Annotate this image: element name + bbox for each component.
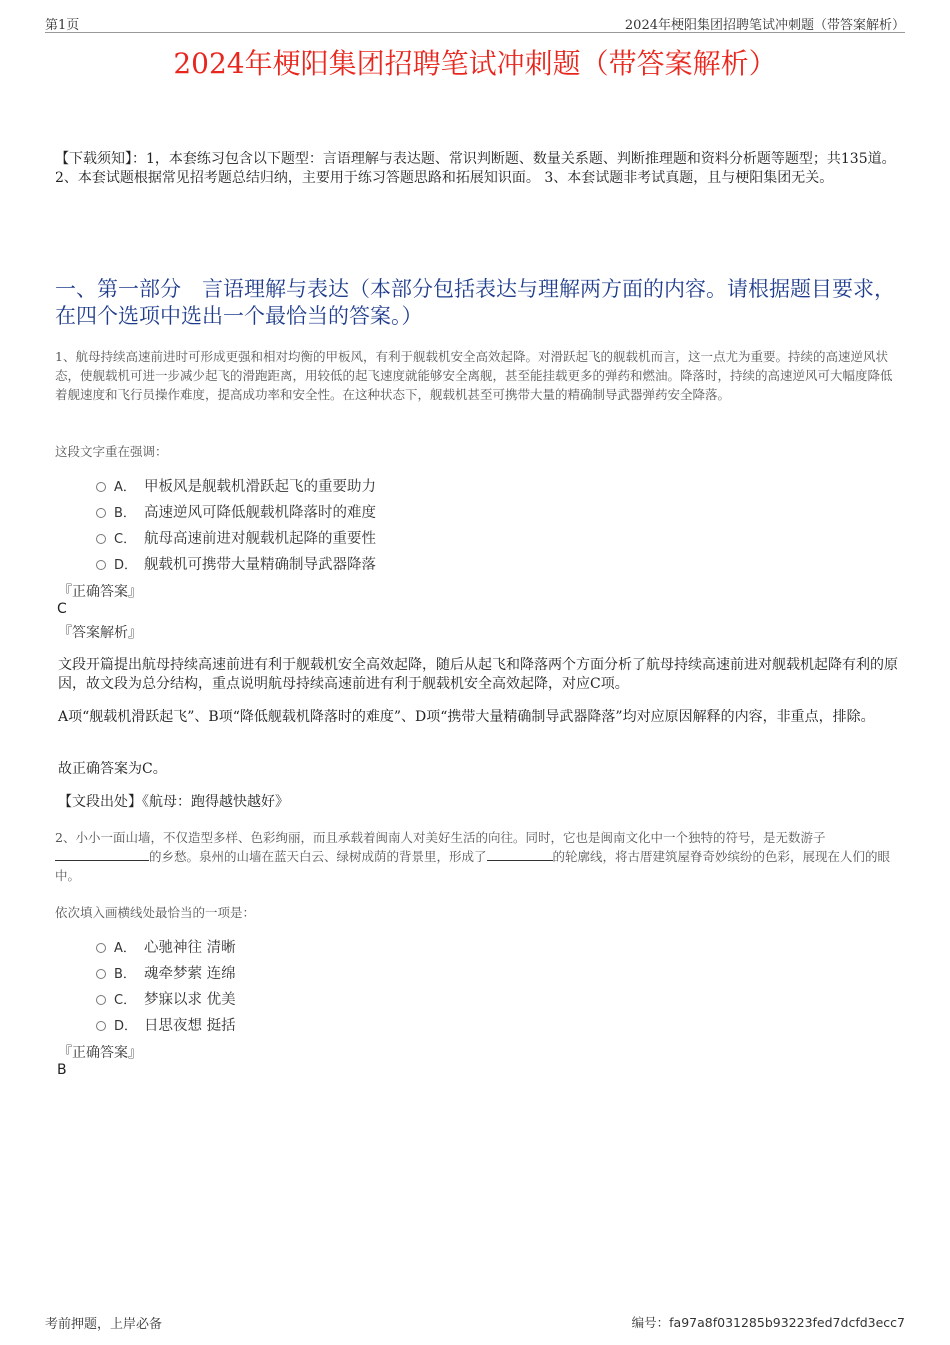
download-notice: 【下载须知】：1，本套练习包含以下题型：言语理解与表达题、常识判断题、数量关系题、判断推理题和资料分析题等题型；共135道。 2、本套试题根据常见招考题总结归纳，主要用于练习答题思路和拓展知识面。 3、本套试题非考试真题，且与梗阳集团无关。 (55, 151, 896, 186)
q1-analysis-paragraph: 故正确答案为C。 (58, 761, 167, 777)
q2-option-c[interactable]: C． 梦寐以求 优美 (96, 988, 236, 1008)
footer-slogan: 考前押题，上岸必备 (45, 1317, 163, 1332)
q1-analysis-label: 『答案解析』 (58, 625, 142, 641)
radio-icon[interactable] (96, 995, 106, 1005)
header-divider (45, 32, 905, 33)
q2-stem: 依次填入画横线处最恰当的一项是： (55, 905, 256, 920)
q1-analysis-paragraph: A项“舰载机滑跃起飞”、B项“降低舰载机降落时的难度”、D项“携带大量精确制导武器降落”均对应原因解释的内容，非重点，排除。 (58, 709, 875, 725)
q1-analysis-paragraph: 文段开篇提出航母持续高速前进有利于舰载机安全高效起降，随后从起飞和降落两个方面分析了航母持续高速前进对舰载机起降有利的原因，故文段为总分结构，重点说明航母持续高速前进有利于舰载机安全高效起降，对应C项。 (58, 657, 898, 692)
q2-option-a[interactable]: A． 心驰神往 清晰 (96, 936, 236, 956)
fill-blank-1[interactable] (55, 848, 149, 861)
q1-option-c[interactable]: C． 航母高速前进对舰载机起降的重要性 (96, 527, 376, 547)
q2-answer: B (57, 1062, 67, 1078)
radio-icon[interactable] (96, 560, 106, 570)
section-heading: 一、第一部分 言语理解与表达（本部分包括表达与理解两方面的内容。请根据题目要求，在四个选项中选出一个最恰当的答案。） (55, 277, 895, 328)
q1-source: 【文段出处】《航母：跑得越快越好》 (58, 794, 289, 810)
page-number: 第1页 (45, 18, 80, 33)
q2-answer-label: 『正确答案』 (58, 1045, 142, 1061)
radio-icon[interactable] (96, 943, 106, 953)
q2-option-d[interactable]: D． 日思夜想 挺括 (96, 1014, 236, 1034)
q1-option-d[interactable]: D． 舰载机可携带大量精确制导武器降落 (96, 553, 376, 573)
q1-passage: 1、航母持续高速前进时可形成更强和相对均衡的甲板风，有利于舰载机安全高效起降。对滑跃起飞的舰载机而言，这一点尤为重要。持续的高速逆风状态，使舰载机可进一步减少起飞的滑跑距离，用较低的起飞速度就能够安全离舰，甚至能挂载更多的弹药和燃油。降落时，持续的高速逆风可大幅度降低着舰速度和飞行员操作难度，提高成功率和安全性。在这种状态下，舰载机甚至可携带大量的精确制导武器弹药安全降落。 (55, 349, 893, 402)
q2-passage: 2、小小一面山墙，不仅造型多样、色彩绚丽，而且承载着闽南人对美好生活的向往。同时，它也是闽南文化中一个独特的符号，是无数游子的乡愁。泉州的山墙在蓝天白云、绿树成荫的背景里，形成了 的轮廓线，将古厝建筑屋脊奇妙缤纷的色彩，展现在人们的眼中。 (55, 830, 891, 883)
radio-icon[interactable] (96, 508, 106, 518)
q1-option-b[interactable]: B． 高速逆风可降低舰载机降落时的难度 (96, 501, 376, 521)
q1-answer-label: 『正确答案』 (58, 584, 142, 600)
document-title: 2024年梗阳集团招聘笔试冲刺题（带答案解析） (173, 47, 777, 80)
radio-icon[interactable] (96, 482, 106, 492)
radio-icon[interactable] (96, 534, 106, 544)
q1-answer: C (57, 601, 67, 617)
footer-doc-id: 编号：fa97a8f031285b93223fed7dcfd3ecc7 (631, 1315, 905, 1330)
radio-icon[interactable] (96, 1021, 106, 1031)
q2-option-b[interactable]: B． 魂牵梦萦 连绵 (96, 962, 236, 982)
fill-blank-2[interactable] (487, 848, 553, 861)
radio-icon[interactable] (96, 969, 106, 979)
q1-option-a[interactable]: A． 甲板风是舰载机滑跃起飞的重要助力 (96, 475, 376, 495)
q1-stem: 这段文字重在强调： (55, 444, 168, 459)
header-doc-title: 2024年梗阳集团招聘笔试冲刺题（带答案解析） (624, 18, 905, 33)
